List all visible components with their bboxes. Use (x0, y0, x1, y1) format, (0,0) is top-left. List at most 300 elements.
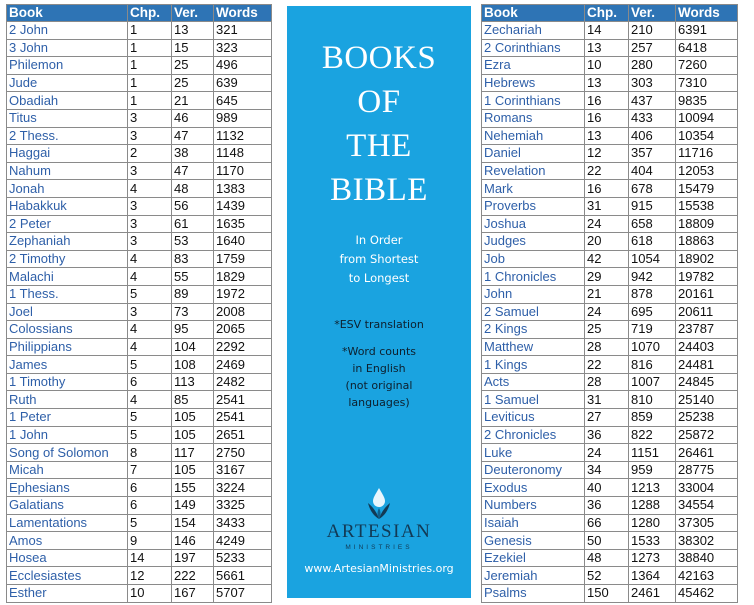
title-line: THE (346, 128, 412, 164)
verses-cell: 47 (172, 162, 214, 180)
verses-cell: 257 (629, 39, 676, 57)
verses-cell: 197 (172, 549, 214, 567)
table-row (482, 233, 738, 251)
book-cell: 1 Corinthians (482, 92, 585, 110)
book-cell: Jeremiah (482, 567, 585, 585)
table-row (7, 426, 272, 444)
table-row (482, 127, 738, 145)
note-line: (not original (345, 379, 413, 392)
verses-cell: 719 (629, 321, 676, 339)
chapters-cell: 14 (128, 549, 172, 567)
table-row (482, 22, 738, 40)
table-row (482, 391, 738, 409)
table-row (7, 197, 272, 215)
table-row (482, 39, 738, 57)
book-cell: 2 Peter (7, 215, 128, 233)
book-cell: Ecclesiastes (7, 567, 128, 585)
words-cell: 639 (214, 74, 272, 92)
chapters-cell: 1 (128, 22, 172, 40)
book-cell: 2 Thess. (7, 127, 128, 145)
table-row (482, 162, 738, 180)
book-cell: 1 Chronicles (482, 268, 585, 286)
book-cell: 2 Samuel (482, 303, 585, 321)
chapters-cell: 29 (585, 268, 629, 286)
subtitle-line: to Longest (348, 271, 410, 285)
book-cell: Isaiah (482, 514, 585, 532)
chapters-cell: 3 (128, 197, 172, 215)
book-cell: Joshua (482, 215, 585, 233)
verses-cell: 21 (172, 92, 214, 110)
banner-subtitle (287, 231, 471, 288)
book-cell: Psalms (482, 585, 585, 603)
table-row (7, 567, 272, 585)
verses-cell: 83 (172, 250, 214, 268)
words-cell: 323 (214, 39, 272, 57)
table-row (7, 549, 272, 567)
table-row (482, 444, 738, 462)
verses-cell: 105 (172, 426, 214, 444)
header-words: Words (676, 5, 738, 22)
book-cell: Malachi (7, 268, 128, 286)
chapters-cell: 3 (128, 127, 172, 145)
chapters-cell: 16 (585, 180, 629, 198)
table-header-row (482, 5, 738, 22)
verses-cell: 1070 (629, 338, 676, 356)
verses-cell: 104 (172, 338, 214, 356)
book-cell: John (482, 285, 585, 303)
verses-cell: 1151 (629, 444, 676, 462)
words-cell: 7260 (676, 57, 738, 75)
verses-cell: 810 (629, 391, 676, 409)
table-row (7, 409, 272, 427)
verses-cell: 678 (629, 180, 676, 198)
chapters-cell: 16 (585, 92, 629, 110)
table-row (7, 391, 272, 409)
verses-cell: 280 (629, 57, 676, 75)
chapters-cell: 3 (128, 162, 172, 180)
brand-name: ARTESIAN (326, 521, 432, 542)
table-row (482, 145, 738, 163)
book-cell: Deuteronomy (482, 461, 585, 479)
chapters-cell: 7 (128, 461, 172, 479)
note-line: in English (352, 362, 406, 375)
words-cell: 7310 (676, 74, 738, 92)
verses-cell: 406 (629, 127, 676, 145)
verses-cell: 117 (172, 444, 214, 462)
chapters-cell: 5 (128, 514, 172, 532)
book-cell: Titus (7, 109, 128, 127)
book-cell: Micah (7, 461, 128, 479)
chapters-cell: 36 (585, 426, 629, 444)
chapters-cell: 5 (128, 426, 172, 444)
words-cell: 2651 (214, 426, 272, 444)
words-cell: 3224 (214, 479, 272, 497)
words-cell: 5233 (214, 549, 272, 567)
verses-cell: 357 (629, 145, 676, 163)
words-cell: 321 (214, 22, 272, 40)
words-cell: 18902 (676, 250, 738, 268)
word-count-note (287, 343, 471, 411)
book-cell: Ephesians (7, 479, 128, 497)
verses-cell: 155 (172, 479, 214, 497)
words-cell: 18809 (676, 215, 738, 233)
book-cell: Exodus (482, 479, 585, 497)
table-body-left (7, 22, 272, 603)
book-cell: Genesis (482, 532, 585, 550)
chapters-cell: 12 (128, 567, 172, 585)
table-row (7, 74, 272, 92)
header-verses: Ver. (172, 5, 214, 22)
table-row (482, 74, 738, 92)
table-row (7, 180, 272, 198)
words-cell: 24403 (676, 338, 738, 356)
words-cell: 1148 (214, 145, 272, 163)
chapters-cell: 10 (128, 585, 172, 603)
words-cell: 45462 (676, 585, 738, 603)
title-line: BOOKS (321, 40, 437, 76)
book-cell: Jude (7, 74, 128, 92)
table-row (7, 373, 272, 391)
book-cell: Daniel (482, 145, 585, 163)
chapters-cell: 4 (128, 180, 172, 198)
book-cell: Luke (482, 444, 585, 462)
words-cell: 15479 (676, 180, 738, 198)
table-row (7, 303, 272, 321)
table-row (7, 497, 272, 515)
words-cell: 33004 (676, 479, 738, 497)
words-cell: 38302 (676, 532, 738, 550)
words-cell: 34554 (676, 497, 738, 515)
words-cell: 4249 (214, 532, 272, 550)
table-row (482, 338, 738, 356)
table-row (7, 268, 272, 286)
words-cell: 1640 (214, 233, 272, 251)
book-cell: Ruth (7, 391, 128, 409)
verses-cell: 85 (172, 391, 214, 409)
book-cell: Haggai (7, 145, 128, 163)
verses-cell: 1213 (629, 479, 676, 497)
words-cell: 2008 (214, 303, 272, 321)
book-cell: Habakkuk (7, 197, 128, 215)
chapters-cell: 28 (585, 338, 629, 356)
words-cell: 10354 (676, 127, 738, 145)
chapters-cell: 4 (128, 391, 172, 409)
book-cell: 3 John (7, 39, 128, 57)
words-cell: 25872 (676, 426, 738, 444)
book-cell: Ezra (482, 57, 585, 75)
verses-cell: 146 (172, 532, 214, 550)
chapters-cell: 3 (128, 233, 172, 251)
book-cell: Mark (482, 180, 585, 198)
table-row (482, 268, 738, 286)
table-row (482, 409, 738, 427)
verses-cell: 222 (172, 567, 214, 585)
table-row (482, 373, 738, 391)
verses-cell: 1288 (629, 497, 676, 515)
words-cell: 5707 (214, 585, 272, 603)
title-line: BIBLE (330, 172, 428, 208)
book-cell: 1 Kings (482, 356, 585, 374)
words-cell: 3433 (214, 514, 272, 532)
table-row (482, 479, 738, 497)
banner-title (287, 36, 471, 212)
verses-cell: 25 (172, 57, 214, 75)
book-cell: Acts (482, 373, 585, 391)
note-line: languages) (348, 396, 410, 409)
verses-cell: 959 (629, 461, 676, 479)
chapters-cell: 5 (128, 285, 172, 303)
website-link[interactable]: www.ArtesianMinistries.org (304, 562, 454, 575)
verses-cell: 695 (629, 303, 676, 321)
header-verses: Ver. (629, 5, 676, 22)
verses-cell: 303 (629, 74, 676, 92)
chapters-cell: 27 (585, 409, 629, 427)
words-cell: 2065 (214, 321, 272, 339)
words-cell: 37305 (676, 514, 738, 532)
chapters-cell: 22 (585, 356, 629, 374)
words-cell: 15538 (676, 197, 738, 215)
book-cell: 1 Thess. (7, 285, 128, 303)
chapters-cell: 3 (128, 215, 172, 233)
chapters-cell: 48 (585, 549, 629, 567)
title-line: OF (357, 84, 401, 120)
words-cell: 1170 (214, 162, 272, 180)
chapters-cell: 16 (585, 109, 629, 127)
verses-cell: 1054 (629, 250, 676, 268)
chapters-cell: 6 (128, 479, 172, 497)
book-cell: 2 Corinthians (482, 39, 585, 57)
book-cell: 1 Peter (7, 409, 128, 427)
words-cell: 23787 (676, 321, 738, 339)
verses-cell: 113 (172, 373, 214, 391)
book-cell: Matthew (482, 338, 585, 356)
header-words: Words (214, 5, 272, 22)
chapters-cell: 5 (128, 356, 172, 374)
book-cell: Joel (7, 303, 128, 321)
table-row (482, 285, 738, 303)
chapters-cell: 4 (128, 321, 172, 339)
verses-cell: 437 (629, 92, 676, 110)
verses-cell: 56 (172, 197, 214, 215)
words-cell: 2750 (214, 444, 272, 462)
table-row (7, 514, 272, 532)
book-cell: Nehemiah (482, 127, 585, 145)
verses-cell: 73 (172, 303, 214, 321)
table-row (482, 180, 738, 198)
book-cell: Ezekiel (482, 549, 585, 567)
table-row (7, 162, 272, 180)
verses-cell: 46 (172, 109, 214, 127)
words-cell: 2469 (214, 356, 272, 374)
table-row (7, 22, 272, 40)
table-row (7, 57, 272, 75)
book-cell: Leviticus (482, 409, 585, 427)
verses-cell: 1364 (629, 567, 676, 585)
chapters-cell: 14 (585, 22, 629, 40)
verses-cell: 95 (172, 321, 214, 339)
chapters-cell: 12 (585, 145, 629, 163)
words-cell: 1132 (214, 127, 272, 145)
table-row (7, 250, 272, 268)
chapters-cell: 13 (585, 74, 629, 92)
books-table-right (481, 4, 738, 603)
book-cell: 2 John (7, 22, 128, 40)
table-row (7, 338, 272, 356)
words-cell: 11716 (676, 145, 738, 163)
verses-cell: 816 (629, 356, 676, 374)
table-body-right (482, 22, 738, 603)
table-row (7, 585, 272, 603)
verses-cell: 47 (172, 127, 214, 145)
verses-cell: 404 (629, 162, 676, 180)
verses-cell: 48 (172, 180, 214, 198)
words-cell: 645 (214, 92, 272, 110)
chapters-cell: 28 (585, 373, 629, 391)
chapters-cell: 13 (585, 39, 629, 57)
table-row (7, 145, 272, 163)
translation-note: *ESV translation (334, 318, 424, 331)
book-cell: 2 Kings (482, 321, 585, 339)
words-cell: 10094 (676, 109, 738, 127)
verses-cell: 1280 (629, 514, 676, 532)
table-row (482, 514, 738, 532)
book-cell: Colossians (7, 321, 128, 339)
book-cell: Job (482, 250, 585, 268)
words-cell: 20161 (676, 285, 738, 303)
verses-cell: 1273 (629, 549, 676, 567)
words-cell: 38840 (676, 549, 738, 567)
verses-cell: 89 (172, 285, 214, 303)
chapters-cell: 1 (128, 92, 172, 110)
header-chapters: Chp. (128, 5, 172, 22)
book-cell: Philemon (7, 57, 128, 75)
table-row (482, 215, 738, 233)
table-row (482, 461, 738, 479)
table-row (7, 321, 272, 339)
chapters-cell: 24 (585, 444, 629, 462)
words-cell: 1383 (214, 180, 272, 198)
table-row (7, 215, 272, 233)
words-cell: 6418 (676, 39, 738, 57)
book-cell: Judges (482, 233, 585, 251)
verses-cell: 154 (172, 514, 214, 532)
table-row (7, 285, 272, 303)
book-cell: Hebrews (482, 74, 585, 92)
verses-cell: 149 (172, 497, 214, 515)
table-row (7, 479, 272, 497)
words-cell: 26461 (676, 444, 738, 462)
chapters-cell: 24 (585, 303, 629, 321)
words-cell: 6391 (676, 22, 738, 40)
table-row (7, 532, 272, 550)
verses-cell: 167 (172, 585, 214, 603)
book-cell: Proverbs (482, 197, 585, 215)
chapters-cell: 3 (128, 303, 172, 321)
table-row (7, 109, 272, 127)
chapters-cell: 9 (128, 532, 172, 550)
table-row (482, 567, 738, 585)
chapters-cell: 36 (585, 497, 629, 515)
table-header-row (7, 5, 272, 22)
book-cell: Numbers (482, 497, 585, 515)
book-cell: Esther (7, 585, 128, 603)
words-cell: 9835 (676, 92, 738, 110)
chapters-cell: 40 (585, 479, 629, 497)
chapters-cell: 21 (585, 285, 629, 303)
chapters-cell: 1 (128, 57, 172, 75)
table-row (482, 109, 738, 127)
words-cell: 1439 (214, 197, 272, 215)
table-row (482, 250, 738, 268)
verses-cell: 210 (629, 22, 676, 40)
words-cell: 28775 (676, 461, 738, 479)
header-chapters: Chp. (585, 5, 629, 22)
words-cell: 19782 (676, 268, 738, 286)
book-cell: Nahum (7, 162, 128, 180)
chapters-cell: 6 (128, 373, 172, 391)
chapters-cell: 8 (128, 444, 172, 462)
brand-subtitle: MINISTRIES (345, 544, 413, 551)
words-cell: 1829 (214, 268, 272, 286)
verses-cell: 2461 (629, 585, 676, 603)
verses-cell: 61 (172, 215, 214, 233)
words-cell: 12053 (676, 162, 738, 180)
chapters-cell: 31 (585, 197, 629, 215)
verses-cell: 942 (629, 268, 676, 286)
table-row (7, 461, 272, 479)
chapters-cell: 31 (585, 391, 629, 409)
table-row (7, 92, 272, 110)
chapters-cell: 52 (585, 567, 629, 585)
book-cell: Romans (482, 109, 585, 127)
words-cell: 3167 (214, 461, 272, 479)
words-cell: 989 (214, 109, 272, 127)
verses-cell: 15 (172, 39, 214, 57)
verses-cell: 433 (629, 109, 676, 127)
note-line: *Word counts (341, 345, 417, 358)
chapters-cell: 5 (128, 409, 172, 427)
book-cell: Hosea (7, 549, 128, 567)
chapters-cell: 50 (585, 532, 629, 550)
chapters-cell: 1 (128, 74, 172, 92)
words-cell: 3325 (214, 497, 272, 515)
book-cell: 1 Samuel (482, 391, 585, 409)
book-cell: Jonah (7, 180, 128, 198)
book-cell: Obadiah (7, 92, 128, 110)
verses-cell: 915 (629, 197, 676, 215)
verses-cell: 1007 (629, 373, 676, 391)
chapters-cell: 4 (128, 250, 172, 268)
verses-cell: 1533 (629, 532, 676, 550)
chapters-cell: 24 (585, 215, 629, 233)
verses-cell: 55 (172, 268, 214, 286)
table-row (7, 127, 272, 145)
table-row (482, 426, 738, 444)
words-cell: 496 (214, 57, 272, 75)
words-cell: 1635 (214, 215, 272, 233)
water-drop-hands-icon (365, 486, 393, 522)
chapters-cell: 25 (585, 321, 629, 339)
verses-cell: 38 (172, 145, 214, 163)
words-cell: 5661 (214, 567, 272, 585)
verses-cell: 618 (629, 233, 676, 251)
words-cell: 2541 (214, 391, 272, 409)
table-row (7, 356, 272, 374)
chapters-cell: 2 (128, 145, 172, 163)
words-cell: 1759 (214, 250, 272, 268)
table-row (482, 57, 738, 75)
words-cell: 20611 (676, 303, 738, 321)
